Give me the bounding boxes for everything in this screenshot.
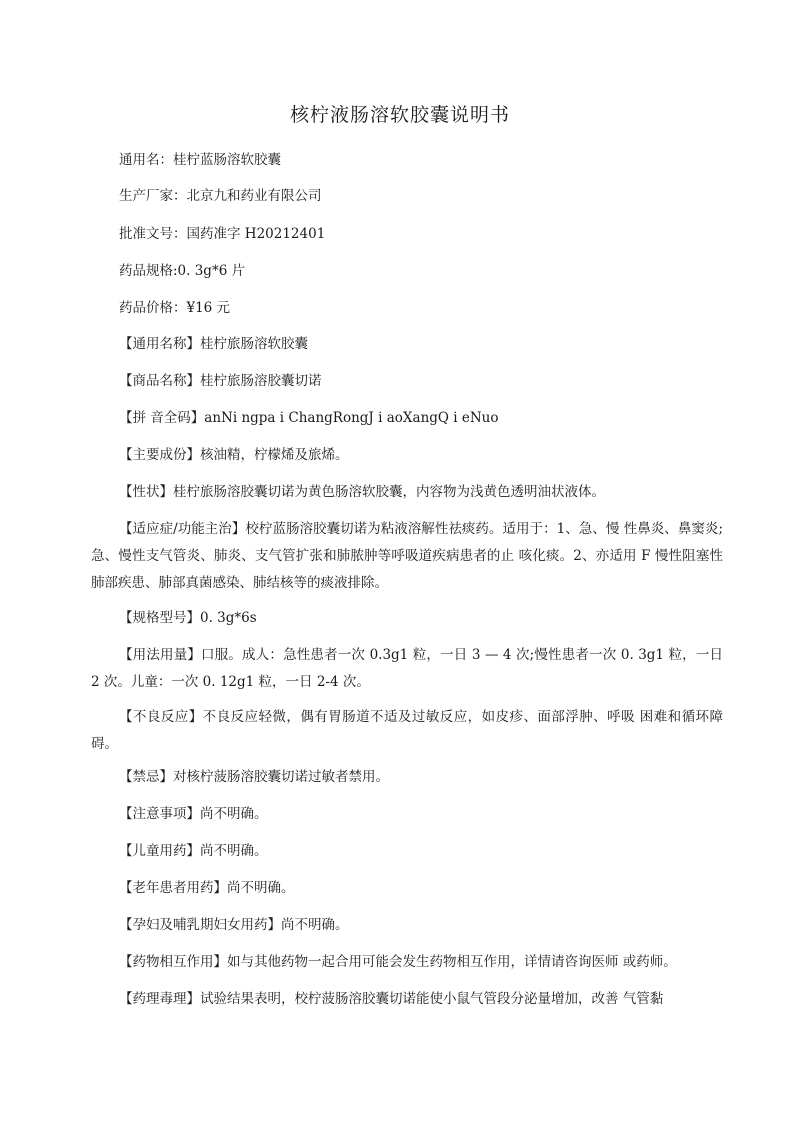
section-trade-name: 【商品名称】桂柠旅肠溶胶囊切诺 [119,373,322,389]
approval-number-line: 批准文号：国药准字 H20212401 [119,226,326,242]
section-pregnancy-use: 【孕妇及哺乳期妇女用药】尚不明确。 [119,917,349,933]
section-adverse-reactions: 【不良反应】不良反应轻微，偶有胃肠道不适及过敏反应，如皮疹、面部浮肿、呼吸 困难和循环障碍。 [91,709,723,752]
manufacturer-line: 生产厂家：北京九和药业有限公司 [119,188,322,204]
section-precautions: 【注意事项】尚不明确。 [119,806,268,822]
section-dosage: 【用法用量】口服。成人：急性患者一次 0.3g1 粒，一日 3 — 4 次;慢性患者一次 0. 3g1 粒，一日 2 次。儿童：一次 0. 12g1 粒，一日 2-4 次。 [91,647,723,690]
section-drug-interactions: 【药物相互作用】如与其他药物一起合用可能会发生药物相互作用，详情请咨询医师 或药师。 [119,954,677,970]
price-line: 药品价格：¥16 元 [119,300,231,316]
section-common-name: 【通用名称】桂柠旅肠溶软胶囊 [119,336,308,352]
generic-name-line: 通用名：桂柠蓝肠溶软胶囊 [119,152,281,168]
section-ingredients: 【主要成份】核油精，柠檬烯及旅烯。 [119,447,349,463]
document-title: 核柠液肠溶软胶囊说明书 [289,104,510,126]
section-pinyin: 【拼 音全码】anNi ngpa i ChangRongJ i aoXangQ i eNuo [119,410,499,426]
section-specification: 【规格型号】0. 3g*6s [119,610,257,626]
section-appearance: 【性状】桂柠旅肠溶胶囊切诺为黄色肠溶软胶囊，内容物为浅黄色透明油状液体。 [119,484,605,500]
section-pediatric-use: 【儿童用药】尚不明确。 [119,843,268,859]
section-indications: 【适应症/功能主治】校柠蓝肠溶胶囊切诺为粘液溶解性祛痰药。适用于：1、急、慢 性鼻炎、鼻窦炎;急、慢性支气管炎、肺炎、支气管扩张和肺脓肿等呼吸道疾病患者的止 咳化痰。2、亦适用 F 慢性阻塞性肺部疾患、肺部真菌感染、肺结核等的痰液排除。 [91,521,723,591]
specification-line: 药品规格:0. 3g*6 片 [119,263,246,279]
section-contraindications: 【禁忌】对核柠菠肠溶胶囊切诺过敏者禁用。 [119,769,389,785]
section-geriatric-use: 【老年患者用药】尚不明确。 [119,880,295,896]
section-pharmacology: 【药理毒理】试验结果表明，校柠菠肠溶胶囊切诺能使小鼠气管段分泌量增加，改善 气管黏 [119,991,664,1007]
